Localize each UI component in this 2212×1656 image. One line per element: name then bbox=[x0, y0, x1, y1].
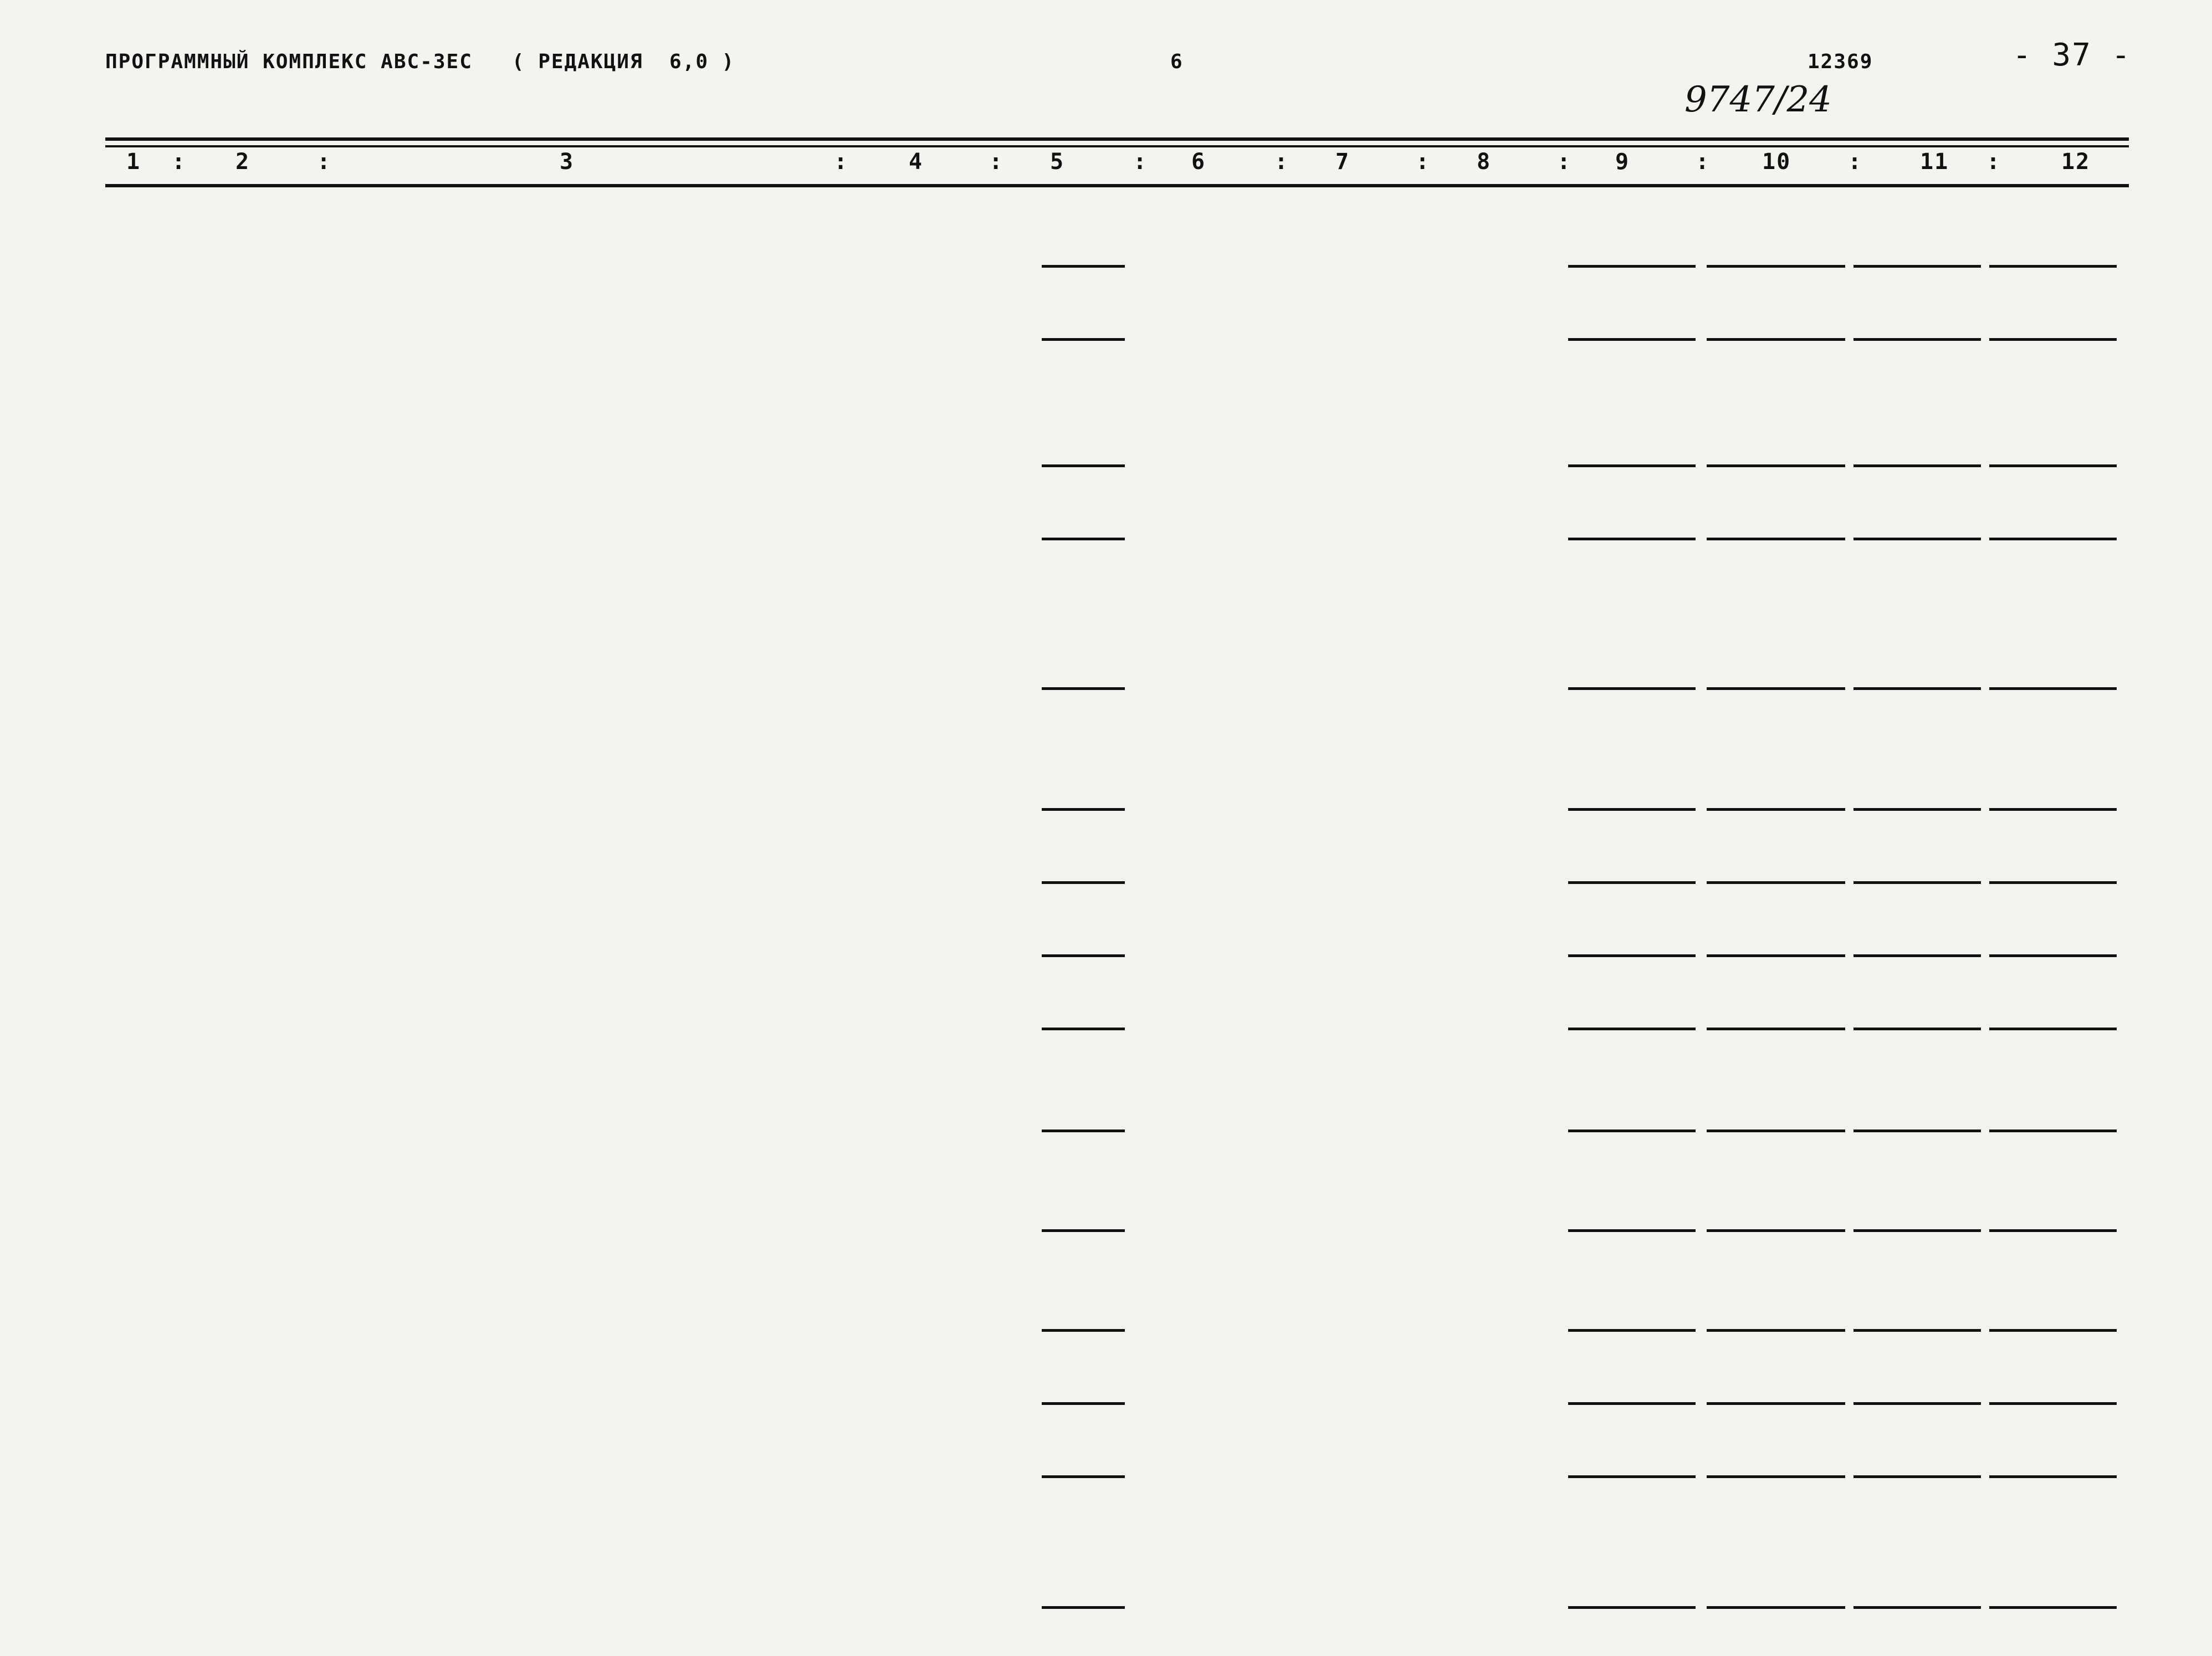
value-divider bbox=[1568, 1028, 1696, 1030]
value-divider bbox=[1853, 1402, 1981, 1405]
value-divider bbox=[1568, 687, 1696, 690]
value-divider bbox=[1568, 338, 1696, 341]
value-divider bbox=[1042, 881, 1125, 884]
value-divider bbox=[1989, 1229, 2117, 1232]
page-number: - 37 - bbox=[2013, 37, 2132, 73]
value-divider bbox=[1707, 954, 1845, 957]
column-separator: : bbox=[1848, 149, 1863, 175]
value-divider bbox=[1707, 1606, 1845, 1609]
column-separator: : bbox=[1133, 149, 1148, 175]
column-number: 2 bbox=[235, 149, 250, 175]
value-divider bbox=[1568, 1402, 1696, 1405]
value-divider bbox=[1989, 1028, 2117, 1030]
value-divider bbox=[1707, 808, 1845, 811]
value-divider bbox=[1042, 1475, 1125, 1478]
value-divider bbox=[1042, 1129, 1125, 1132]
value-divider bbox=[1568, 1329, 1696, 1332]
value-divider bbox=[1989, 464, 2117, 467]
column-number: 9 bbox=[1615, 149, 1630, 175]
column-number: 6 bbox=[1191, 149, 1206, 175]
value-divider bbox=[1989, 338, 2117, 341]
column-number: 4 bbox=[909, 149, 924, 175]
column-number: 1 bbox=[126, 149, 141, 175]
value-divider bbox=[1707, 1329, 1845, 1332]
value-divider bbox=[1042, 1329, 1125, 1332]
column-number: 7 bbox=[1335, 149, 1350, 175]
value-divider bbox=[1853, 1028, 1981, 1030]
value-divider bbox=[1042, 954, 1125, 957]
value-divider bbox=[1989, 538, 2117, 540]
value-divider bbox=[1989, 1606, 2117, 1609]
column-separator: : bbox=[1557, 149, 1572, 175]
column-number: 10 bbox=[1762, 149, 1791, 175]
column-separator: : bbox=[834, 149, 849, 175]
value-divider bbox=[1707, 1229, 1845, 1232]
value-divider bbox=[1042, 687, 1125, 690]
value-divider bbox=[1989, 954, 2117, 957]
value-divider bbox=[1853, 1329, 1981, 1332]
value-divider bbox=[1042, 1229, 1125, 1232]
value-divider bbox=[1707, 338, 1845, 341]
value-divider bbox=[1853, 1606, 1981, 1609]
value-divider bbox=[1707, 464, 1845, 467]
handwritten-note: 9747/24 bbox=[1684, 79, 1832, 120]
value-divider bbox=[1853, 338, 1981, 341]
column-number: 11 bbox=[1920, 149, 1949, 175]
value-divider bbox=[1042, 538, 1125, 540]
value-divider bbox=[1042, 1606, 1125, 1609]
column-separator: : bbox=[1416, 149, 1431, 175]
value-divider bbox=[1707, 881, 1845, 884]
value-divider bbox=[1568, 464, 1696, 467]
value-divider bbox=[1989, 1329, 2117, 1332]
value-divider bbox=[1568, 954, 1696, 957]
value-divider bbox=[1707, 1402, 1845, 1405]
value-divider bbox=[1568, 1229, 1696, 1232]
column-header-rule bbox=[105, 184, 2129, 187]
value-divider bbox=[1042, 338, 1125, 341]
document-code: 12369 bbox=[1808, 50, 1873, 73]
column-number: 12 bbox=[2061, 149, 2091, 175]
value-divider bbox=[1989, 1129, 2117, 1132]
column-separator: : bbox=[1986, 149, 2001, 175]
value-divider bbox=[1853, 538, 1981, 540]
value-divider bbox=[1568, 881, 1696, 884]
column-separator: : bbox=[172, 149, 187, 175]
value-divider bbox=[1989, 687, 2117, 690]
value-divider bbox=[1853, 954, 1981, 957]
value-divider bbox=[1989, 1475, 2117, 1478]
value-divider bbox=[1707, 1129, 1845, 1132]
value-divider bbox=[1042, 464, 1125, 467]
program-title: ПРОГРАММНЫЙ КОМПЛЕКС АВС-3ЕС ( РЕДАКЦИЯ 6,0 ) bbox=[105, 50, 735, 73]
value-divider bbox=[1853, 1475, 1981, 1478]
column-separator: : bbox=[989, 149, 1004, 175]
value-divider bbox=[1042, 1402, 1125, 1405]
value-divider bbox=[1853, 464, 1981, 467]
value-divider bbox=[1853, 808, 1981, 811]
value-divider bbox=[1568, 1129, 1696, 1132]
value-divider bbox=[1989, 265, 2117, 268]
value-divider bbox=[1707, 1028, 1845, 1030]
value-divider bbox=[1989, 808, 2117, 811]
value-divider bbox=[1568, 1606, 1696, 1609]
value-divider bbox=[1568, 265, 1696, 268]
column-number: 3 bbox=[560, 149, 575, 175]
value-divider bbox=[1707, 265, 1845, 268]
value-divider bbox=[1707, 687, 1845, 690]
value-divider bbox=[1568, 1475, 1696, 1478]
value-divider bbox=[1853, 687, 1981, 690]
value-divider bbox=[1568, 808, 1696, 811]
value-divider bbox=[1042, 1028, 1125, 1030]
value-divider bbox=[1853, 1229, 1981, 1232]
table-top-rule-2 bbox=[105, 145, 2129, 147]
column-separator: : bbox=[1696, 149, 1711, 175]
column-number: 5 bbox=[1050, 149, 1065, 175]
column-separator: : bbox=[317, 149, 332, 175]
value-divider bbox=[1042, 265, 1125, 268]
value-divider bbox=[1989, 881, 2117, 884]
table-top-rule bbox=[105, 137, 2129, 141]
value-divider bbox=[1042, 808, 1125, 811]
value-divider bbox=[1568, 538, 1696, 540]
value-divider bbox=[1853, 881, 1981, 884]
value-divider bbox=[1707, 538, 1845, 540]
column-separator: : bbox=[1274, 149, 1289, 175]
value-divider bbox=[1707, 1475, 1845, 1478]
value-divider bbox=[1853, 265, 1981, 268]
value-divider bbox=[1853, 1129, 1981, 1132]
header-page-index: 6 bbox=[1170, 50, 1184, 73]
value-divider bbox=[1989, 1402, 2117, 1405]
column-number: 8 bbox=[1477, 149, 1492, 175]
